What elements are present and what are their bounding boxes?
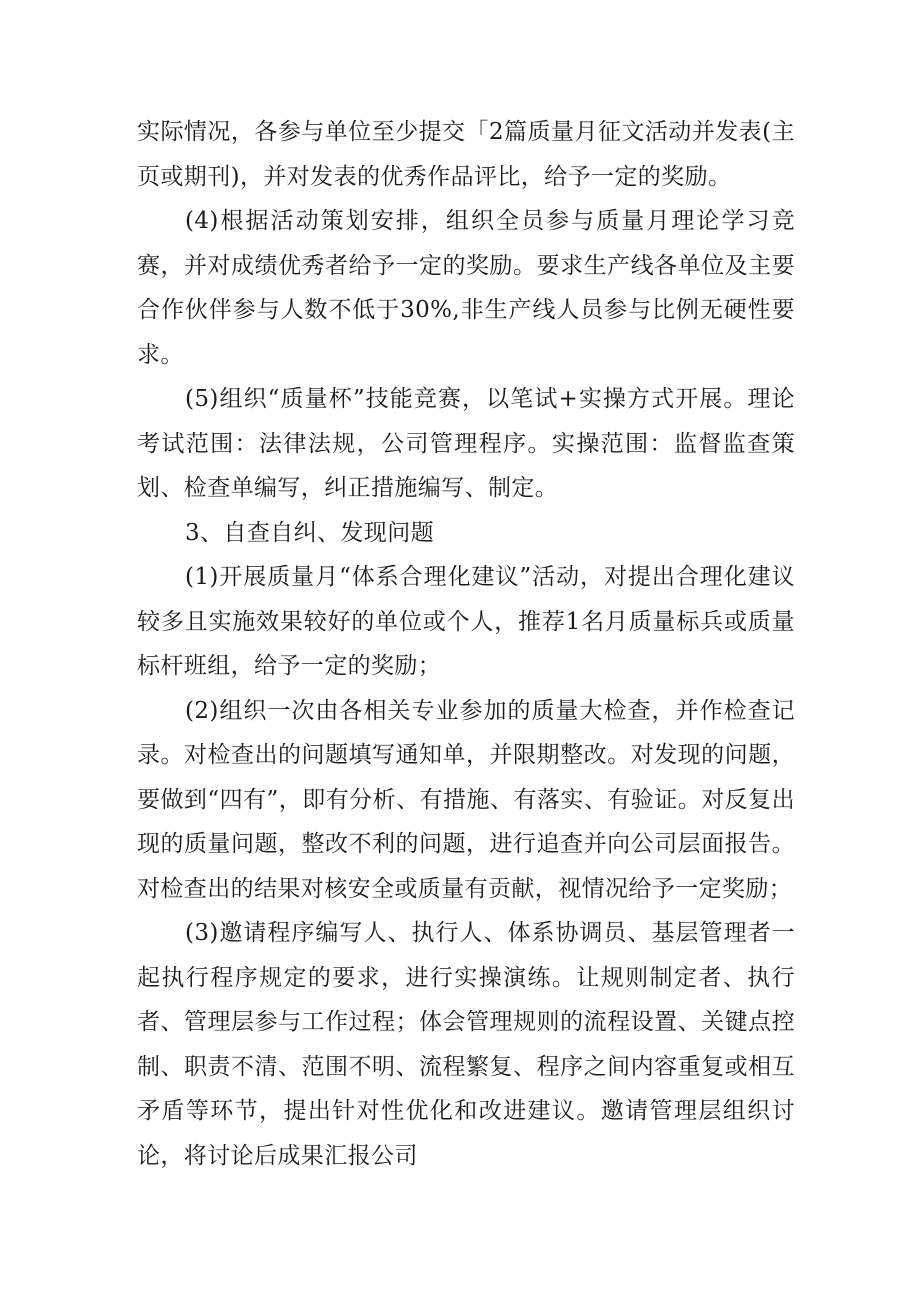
paragraph-item-5: (5)组织“质量杯”技能竞赛，以笔试+实操方式开展。理论考试范围：法律法规，公司管理程序。实操范围：监督监查策划、检查单编写，纠正措施编写、制定。 xyxy=(137,386,795,501)
document-body xyxy=(137,110,795,1178)
paragraph-item-2: (2)组织一次由各相关专业参加的质量大检查，并作检查记录。对检查出的问题填写通知单，并限期整改。对发现的问题，要做到“四有”，即有分析、有措施、有落实、有验证。对反复出现的质量问题，整改不利的问题，进行追查并向公司层面报告。对检查出的结果对核安全或质量有贡献，视情况给予一定奖励； xyxy=(137,697,795,902)
paragraph-item-4: (4)根据活动策划安排，组织全员参与质量月理论学习竞赛，并对成绩优秀者给予一定的奖励。要求生产线各单位及主要合作伙伴参与人数不低于30%,非生产线人员参与比例无硬性要求。 xyxy=(137,208,795,368)
paragraph-continuation: 实际情况，各参与单位至少提交「2篇质量月征文活动并发表(主页或期刊)，并对发表的优秀作品评比，给予一定的奖励。 xyxy=(137,119,795,190)
section-heading-3: 3、自查自纠、发现问题 xyxy=(185,519,435,546)
paragraph-item-3: (3)邀请程序编写人、执行人、体系协调员、基层管理者一起执行程序规定的要求，进行实操演练。让规则制定者、执行者、管理层参与工作过程；体会管理规则的流程设置、关键点控制、职责不清、范围不明、流程繁复、程序之间内容重复或相互矛盾等环节，提出针对性优化和改进建议。邀请管理层组织讨论，将讨论后成果汇报公司 xyxy=(137,920,795,1169)
paragraph-item-1: (1)开展质量月“体系合理化建议”活动，对提出合理化建议较多且实施效果较好的单位或个人，推荐1名月质量标兵或质量标杆班组，给予一定的奖励； xyxy=(137,564,795,679)
